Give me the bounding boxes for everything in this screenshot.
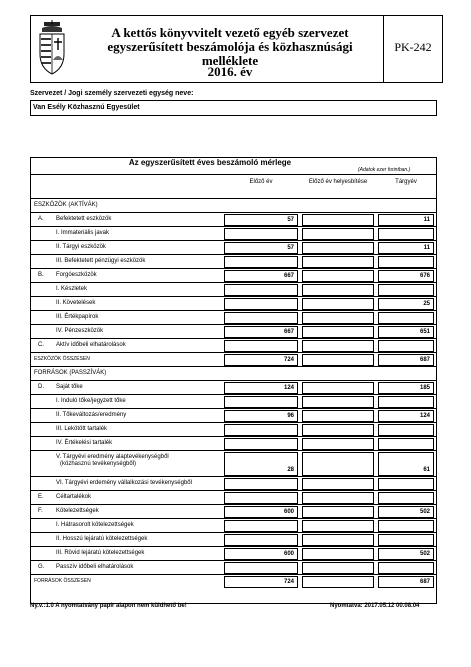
table-row xyxy=(30,476,437,490)
value-cell-prev[interactable] xyxy=(224,520,298,532)
value-cell-corr[interactable] xyxy=(302,214,374,226)
value-cell-curr[interactable] xyxy=(378,576,434,588)
value-curr: 676 xyxy=(419,273,430,279)
value-cell-prev[interactable] xyxy=(224,256,298,268)
value-cell-corr[interactable] xyxy=(302,478,374,490)
row-letter: E. xyxy=(38,494,44,500)
value-cell-curr[interactable] xyxy=(378,354,434,366)
row-label: II. Tárgyi eszközök xyxy=(56,244,106,250)
value-cell-corr[interactable] xyxy=(302,562,374,574)
row-label: I. Induló tőke/jegyzett tőke xyxy=(56,398,126,404)
value-cell-prev[interactable] xyxy=(224,410,298,422)
row-letter: C. xyxy=(38,342,44,348)
table-row xyxy=(30,352,437,366)
value-cell-corr[interactable] xyxy=(302,520,374,532)
value-curr: 687 xyxy=(419,357,430,363)
value-cell-prev[interactable] xyxy=(224,396,298,408)
value-cell-prev[interactable] xyxy=(224,562,298,574)
value-cell-corr[interactable] xyxy=(302,284,374,296)
column-header-corr: Előző év helyesbítése xyxy=(308,179,368,185)
row-label-continued: (közhasznú tevékenységből) xyxy=(60,461,137,467)
value-cell-corr[interactable] xyxy=(302,340,374,352)
value-cell-curr[interactable] xyxy=(378,256,434,268)
value-curr: 11 xyxy=(423,245,430,251)
row-label: VI. Tárgyévi erdemény vállalkozási tevékenységből xyxy=(56,480,192,486)
value-cell-prev[interactable] xyxy=(224,228,298,240)
row-label: II. Tőkeváltozás/eredmény xyxy=(56,412,127,418)
row-label: Forgóeszközök xyxy=(56,272,97,278)
row-label: III. Befektetett pénzügyi eszközök xyxy=(56,258,146,264)
table-row xyxy=(30,198,437,212)
row-label: Passzív időbeli elhatárolások xyxy=(56,564,134,570)
row-label: I. Immateriális javak xyxy=(56,230,110,236)
table-row xyxy=(30,366,437,380)
value-cell-corr[interactable] xyxy=(302,506,374,518)
row-label: II. Követelések xyxy=(56,300,96,306)
value-cell-curr[interactable] xyxy=(378,438,434,450)
row-letter: B. xyxy=(38,272,44,278)
value-cell-corr[interactable] xyxy=(302,396,374,408)
table-row xyxy=(30,450,437,476)
row-label: IV. Értékelési tartalék xyxy=(56,440,113,446)
value-cell-curr[interactable] xyxy=(378,228,434,240)
value-cell-corr[interactable] xyxy=(302,492,374,504)
row-label: FORRÁSOK (PASSZÍVÁK) xyxy=(34,370,107,376)
value-prev: 57 xyxy=(287,217,294,223)
value-cell-prev[interactable] xyxy=(224,340,298,352)
value-cell-prev[interactable] xyxy=(224,576,298,588)
row-label: Befektetett eszközök xyxy=(56,216,112,222)
value-cell-corr[interactable] xyxy=(302,452,374,476)
value-cell-curr[interactable] xyxy=(378,548,434,560)
value-cell-curr[interactable] xyxy=(378,424,434,436)
row-label: Saját tőke xyxy=(56,384,83,390)
row-label: Aktív időbeli elhatárolások xyxy=(56,342,126,348)
value-cell-corr[interactable] xyxy=(302,576,374,588)
row-label: III. Értékpapírok xyxy=(56,314,99,320)
value-cell-corr[interactable] xyxy=(302,548,374,560)
hungarian-coat-of-arms-icon xyxy=(34,20,70,78)
value-prev: 57 xyxy=(287,245,294,251)
table-row xyxy=(30,422,437,436)
value-curr: 502 xyxy=(419,551,430,557)
row-label: III. Rövid lejáratú kötelezettségek xyxy=(56,550,145,556)
value-cell-corr[interactable] xyxy=(302,326,374,338)
column-header-curr: Tárgyév xyxy=(395,179,417,185)
value-prev: 724 xyxy=(283,357,294,363)
table-row xyxy=(30,212,437,226)
value-cell-corr[interactable] xyxy=(302,354,374,366)
value-cell-curr[interactable] xyxy=(378,284,434,296)
value-cell-corr[interactable] xyxy=(302,410,374,422)
form-title-line2: egyszerűsített beszámolója és közhasznúsági melléklete xyxy=(107,39,353,68)
table-row xyxy=(30,380,437,394)
value-curr: 124 xyxy=(419,413,430,419)
table-row xyxy=(30,310,437,324)
value-cell-curr[interactable] xyxy=(378,340,434,352)
value-cell-prev[interactable] xyxy=(224,298,298,310)
value-cell-curr[interactable] xyxy=(378,242,434,254)
value-cell-prev[interactable] xyxy=(224,492,298,504)
value-prev: 600 xyxy=(283,509,294,515)
value-cell-corr[interactable] xyxy=(302,438,374,450)
table-row xyxy=(30,254,437,268)
footer-note: Ny.v.:1.0 A nyomtatvány papír alapon nem küldhető be! xyxy=(30,603,187,609)
value-cell-corr[interactable] xyxy=(302,270,374,282)
value-cell-curr[interactable] xyxy=(378,298,434,310)
value-curr: 651 xyxy=(419,329,430,335)
value-cell-curr[interactable] xyxy=(378,562,434,574)
value-cell-corr[interactable] xyxy=(302,256,374,268)
row-label: Kötelezettségek xyxy=(56,508,99,514)
value-cell-prev[interactable] xyxy=(224,534,298,546)
row-label: III. Lekötött tartalék xyxy=(56,426,108,432)
value-curr: 11 xyxy=(423,217,430,223)
value-cell-corr[interactable] xyxy=(302,312,374,324)
table-row xyxy=(30,240,437,254)
value-cell-curr[interactable] xyxy=(378,326,434,338)
value-curr: 185 xyxy=(419,385,430,391)
value-cell-curr[interactable] xyxy=(378,492,434,504)
row-label: Céltartalékok xyxy=(56,494,92,500)
print-timestamp: Nyomtatva: 2017.05.12 00.08.04 xyxy=(330,603,420,609)
value-cell-corr[interactable] xyxy=(302,298,374,310)
value-curr: 25 xyxy=(423,301,430,307)
value-cell-prev[interactable] xyxy=(224,242,298,254)
value-cell-curr[interactable] xyxy=(378,520,434,532)
value-prev: 667 xyxy=(283,329,294,335)
value-cell-prev[interactable] xyxy=(224,382,298,394)
table-row xyxy=(30,282,437,296)
value-cell-curr[interactable] xyxy=(378,506,434,518)
value-cell-corr[interactable] xyxy=(302,382,374,394)
value-cell-curr[interactable] xyxy=(378,270,434,282)
table-row xyxy=(30,574,437,588)
value-cell-corr[interactable] xyxy=(302,424,374,436)
form-code: PK-242 xyxy=(394,40,432,54)
value-cell-prev[interactable] xyxy=(224,326,298,338)
column-header-prev: Előző év xyxy=(249,179,273,185)
value-cell-prev[interactable] xyxy=(224,214,298,226)
value-prev: 600 xyxy=(283,551,294,557)
value-cell-prev[interactable] xyxy=(224,424,298,436)
value-cell-curr[interactable] xyxy=(378,452,434,476)
value-cell-corr[interactable] xyxy=(302,534,374,546)
table-row xyxy=(30,408,437,422)
row-letter: G. xyxy=(38,564,45,570)
row-letter: D. xyxy=(38,384,44,390)
table-row xyxy=(30,296,437,310)
value-cell-prev[interactable] xyxy=(224,438,298,450)
value-prev: 667 xyxy=(283,273,294,279)
row-label: I. Készletek xyxy=(56,286,88,292)
value-cell-curr[interactable] xyxy=(378,410,434,422)
value-cell-corr[interactable] xyxy=(302,228,374,240)
value-cell-curr[interactable] xyxy=(378,382,434,394)
value-cell-prev[interactable] xyxy=(224,548,298,560)
value-prev: 124 xyxy=(283,385,294,391)
organization-name: Van Esély Közhasznú Egyesület xyxy=(33,104,140,111)
title-divider xyxy=(30,174,437,175)
form-title-line1: A kettős könyvvitelt vezető egyéb szervezet xyxy=(111,25,349,40)
organization-label: Szervezet / Jogi személy szervezeti egység neve: xyxy=(30,90,194,97)
value-cell-prev[interactable] xyxy=(224,452,298,476)
form-year: 2016. év xyxy=(207,64,253,79)
table-row xyxy=(30,338,437,352)
value-cell-curr[interactable] xyxy=(378,534,434,546)
row-label: I. Hátrasorolt kötelezettségek xyxy=(56,522,134,528)
value-prev: 96 xyxy=(287,413,294,419)
table-row xyxy=(30,560,437,574)
row-letter: F. xyxy=(38,508,43,514)
value-cell-curr[interactable] xyxy=(378,478,434,490)
value-cell-prev[interactable] xyxy=(224,354,298,366)
table-row xyxy=(30,490,437,504)
value-curr: 61 xyxy=(423,467,430,473)
value-cell-corr[interactable] xyxy=(302,242,374,254)
row-label: II. Hosszú lejáratú kötelezettségek xyxy=(56,536,148,542)
row-label: IV. Pénzeszközök xyxy=(56,328,104,334)
table-row xyxy=(30,394,437,408)
table-row xyxy=(30,532,437,546)
value-curr: 687 xyxy=(419,579,430,585)
table-row xyxy=(30,546,437,560)
table-row xyxy=(30,436,437,450)
table-row xyxy=(30,324,437,338)
table-row xyxy=(30,226,437,240)
table-row xyxy=(30,518,437,532)
value-curr: 502 xyxy=(419,509,430,515)
value-cell-curr[interactable] xyxy=(378,396,434,408)
value-cell-prev[interactable] xyxy=(224,284,298,296)
row-label: V. Tárgyévi eredmény alaptevékenységből xyxy=(56,454,169,460)
value-cell-curr[interactable] xyxy=(378,312,434,324)
value-prev: 28 xyxy=(287,467,294,473)
value-cell-prev[interactable] xyxy=(224,312,298,324)
row-label: ESZKÖZÖK ÖSSZESEN xyxy=(34,356,90,362)
value-prev: 724 xyxy=(283,579,294,585)
value-cell-curr[interactable] xyxy=(378,214,434,226)
balance-sheet-title: Az egyszerűsített éves beszámoló mérlege xyxy=(128,158,292,167)
row-label: ESZKÖZÖK (AKTÍVÁK) xyxy=(34,202,98,208)
value-cell-prev[interactable] xyxy=(224,506,298,518)
table-row xyxy=(30,268,437,282)
value-cell-prev[interactable] xyxy=(224,270,298,282)
value-cell-prev[interactable] xyxy=(224,478,298,490)
table-row xyxy=(30,504,437,518)
units-note: (Adatok ezer forintban.) xyxy=(358,167,411,173)
row-label: FORRÁSOK ÖSSZESEN xyxy=(34,578,91,584)
row-letter: A. xyxy=(38,216,44,222)
